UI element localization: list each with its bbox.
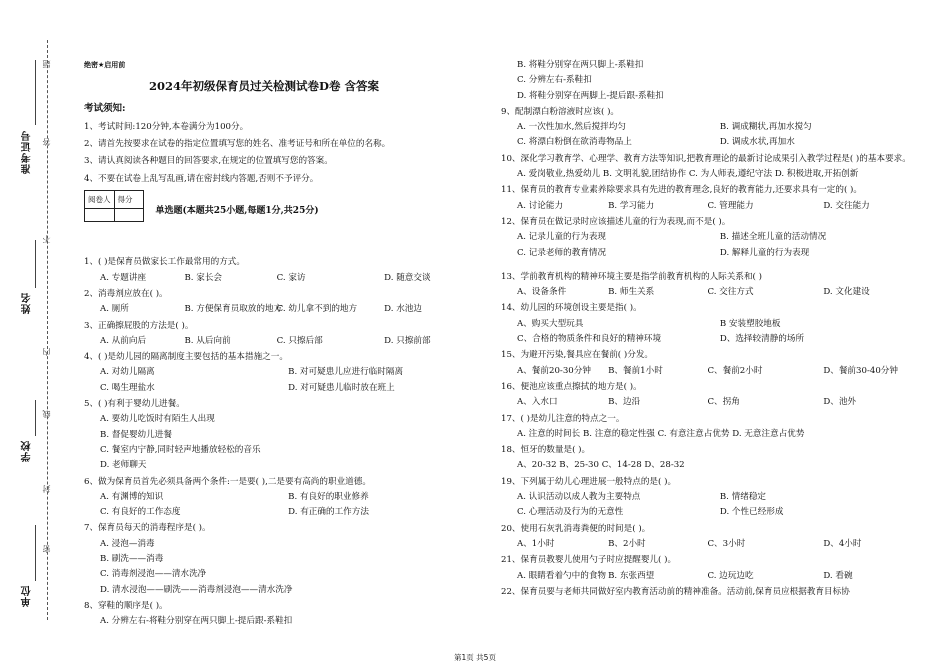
answer-option: A、设备条件 xyxy=(517,287,567,298)
name-label: 姓名 xyxy=(22,292,33,314)
answer-option: C. 餐室内宁静,同时轻声地播放轻松的音乐 xyxy=(100,444,261,455)
answer-option: C、餐前2小时 xyxy=(707,365,763,376)
answer-option: B、餐前1小时 xyxy=(608,365,663,376)
answer-option: D. 个性已经形成 xyxy=(719,507,784,518)
answer-option: C. 幼儿拿不到的地方 xyxy=(276,304,358,315)
seal-marker: 线 xyxy=(42,410,51,418)
option-row xyxy=(84,334,484,349)
answer-option: B. 师生关系 xyxy=(608,287,655,298)
exam-no-blank xyxy=(35,60,36,125)
answer-option: C. 消毒剂浸泡——清水洗净 xyxy=(100,569,207,580)
question-stem: 14、幼儿园的环境创设主要是指( )。 xyxy=(501,303,642,314)
answer-option: D. 清水浸泡——刷洗——消毒剂浸泡——清水洗净 xyxy=(100,584,293,595)
option-row xyxy=(84,271,484,286)
question-stem: 21、保育员教婴儿使用勺子时应提醒婴儿( )。 xyxy=(501,555,677,566)
exam-no-label: 准考证号 xyxy=(22,130,33,174)
answer-option: B. 从后向前 xyxy=(184,335,231,346)
question-stem: 18、恒牙的数量是( )。 xyxy=(501,445,591,456)
answer-option: B 安装塑胶地板 xyxy=(719,318,781,329)
option-row xyxy=(501,364,931,379)
answer-option: C. 只擦后部 xyxy=(276,335,323,346)
question-spacer xyxy=(501,261,931,269)
answer-option: A、购买大型玩具 xyxy=(517,318,584,329)
question-stem: 19、下列属于幼儿心理进展一般特点的是( )。 xyxy=(501,476,677,487)
answer-option: B. 将鞋分别穿在两只脚上-系鞋扣 xyxy=(517,60,644,70)
answer-option: D. 解释儿童的行为表现 xyxy=(719,247,810,258)
unit-label: 单位 xyxy=(22,585,33,607)
question-stem: 13、学前教育机构的精神环境主要是指学前教育机构的人际关系和( ) xyxy=(501,271,762,282)
answer-option: C. 家访 xyxy=(276,272,306,283)
score-section xyxy=(84,190,484,222)
answer-option: A. 讨论能力 xyxy=(517,200,564,211)
answer-option: B. 情绪稳定 xyxy=(719,492,767,503)
answer-option: D、餐前30-40分钟 xyxy=(823,365,898,376)
answer-option: D. 看碗 xyxy=(823,570,853,581)
answer-option: A. 专题讲座 xyxy=(100,272,147,283)
question-stem: 7、保育员每天的消毒程序是( )。 xyxy=(84,523,211,534)
answer-option: C、3小时 xyxy=(707,538,746,549)
option-row xyxy=(501,332,931,347)
answer-option: C. 将漂白粉倒在欲消毒物品上 xyxy=(517,137,632,148)
answer-option: D. 文化建设 xyxy=(823,287,870,298)
answer-option: A. 从前向后 xyxy=(100,335,147,346)
exam-title: 2024年初级保育员过关检测试卷D卷 含答案 xyxy=(149,79,379,94)
answer-option: C. 心理活动及行为的无意性 xyxy=(517,507,624,518)
answer-option: B. 有良好的职业修养 xyxy=(288,491,369,502)
answer-option: B. 督促婴幼儿进餐 xyxy=(100,429,172,440)
answer-option: C. 记录老师的教育情况 xyxy=(517,247,607,258)
score-cell: 得分 xyxy=(114,191,143,209)
option-row xyxy=(84,490,484,505)
school-label: 学校 xyxy=(22,440,33,462)
notice-item: 2、请首先按要求在试卷的指定位置填写您的姓名、准考证号和所在单位的名称。 xyxy=(84,139,391,150)
option-row xyxy=(501,569,931,584)
answer-option: A. 注意的时间长 B. 注意的稳定性强 C. 有意注意占优势 D. 无意注意占优势 xyxy=(517,428,805,439)
option-row xyxy=(84,505,484,520)
answer-option: A、餐前20-30分钟 xyxy=(517,365,591,376)
question-stem: 3、正确擦屁股的方法是( )。 xyxy=(84,320,194,331)
question-stem: 11、保育员的教育专业素养除要求具有先进的教育理念,良好的教育能力,还要求具有一定的( )。 xyxy=(501,185,862,196)
answer-option: C. 喝生理盐水 xyxy=(100,382,155,393)
question-stem: 15、为避开污染,餐具应在餐前( )分发。 xyxy=(501,350,654,361)
option-row xyxy=(501,230,931,245)
notice-item: 1、考试时间:120分钟,本卷满分为100分。 xyxy=(84,121,249,132)
question-stem: 10、深化学习教育学、心理学、教育方法等知识,把教育理论的最新讨论成果引入教学过程是( )的基本要求。 xyxy=(501,153,911,164)
answer-option: B. 对可疑患儿应进行临时隔离 xyxy=(288,367,404,378)
answer-option: A. 认识活动以成人教为主要特点 xyxy=(517,492,641,503)
answer-option: C. 边玩边吃 xyxy=(707,570,754,581)
binding-margin xyxy=(0,0,62,671)
answer-option: D. 交往能力 xyxy=(823,200,870,211)
answer-option: B. 家长会 xyxy=(184,272,223,283)
question-stem: 4、( )是幼儿园的隔离制度主要包括的基本措施之一。 xyxy=(84,352,288,363)
reviewer-blank xyxy=(85,209,115,222)
score-table xyxy=(84,190,144,222)
answer-option: A、入水口 xyxy=(517,397,558,408)
answer-option: A. 有渊博的知识 xyxy=(100,491,164,502)
answer-option: A. 分辨左右-将鞋分别穿在两只脚上-提后跟-系鞋扣 xyxy=(100,616,293,627)
option-row xyxy=(501,246,931,261)
answer-option: B. 调成糊状,再加水搅匀 xyxy=(719,122,812,133)
notice-heading: 考试须知: xyxy=(84,102,126,114)
question-stem: 12、保育员在做记录时应该描述儿童的行为表现,而不是( )。 xyxy=(501,216,731,227)
section-heading: 单选题(本题共25小题,每题1分,共25分) xyxy=(155,206,319,217)
seal-marker: 答 xyxy=(42,138,51,146)
answer-option: A. 眼睛看着勺中的食物 xyxy=(517,570,607,581)
left-column xyxy=(84,58,484,630)
answer-option: C、合格的物质条件和良好的精神环境 xyxy=(517,334,662,345)
right-question-list xyxy=(501,58,931,600)
answer-option: D、选择较清静的场所 xyxy=(719,334,805,345)
question-stem: 8、穿鞋的顺序是( )。 xyxy=(84,600,168,611)
question-stem: 20、使用石灰乳消毒粪便的时间是( )。 xyxy=(501,523,651,534)
option-row xyxy=(501,505,931,520)
answer-option: D、4小时 xyxy=(823,538,862,549)
answer-option: B. 方便保育员取放的地方 xyxy=(184,304,283,315)
answer-option: A. 记录儿童的行为表现 xyxy=(517,232,607,243)
answer-option: C. 管理能力 xyxy=(707,200,754,211)
answer-option: D. 水池边 xyxy=(384,304,422,315)
seal-marker: 封 xyxy=(42,485,51,493)
option-row xyxy=(501,317,931,332)
question-stem: 16、便池应该重点擦拭的地方是( )。 xyxy=(501,381,642,392)
answer-option: A、20-32 B、25-30 C、14-28 D、28-32 xyxy=(517,460,685,471)
school-blank xyxy=(35,400,36,436)
seal-marker: 密 xyxy=(42,545,51,553)
answer-option: D. 调成水状,再加水 xyxy=(719,137,795,148)
option-row xyxy=(84,365,484,380)
option-row xyxy=(501,199,931,214)
answer-option: A. 厕所 xyxy=(100,304,129,315)
answer-option: D. 只擦前部 xyxy=(384,335,431,346)
score-blank xyxy=(114,209,143,222)
option-row xyxy=(84,302,484,317)
secret-mark: 绝密★启用前 xyxy=(84,61,126,69)
left-question-list xyxy=(84,255,484,629)
answer-option: A、1小时 xyxy=(517,538,555,549)
answer-option: B、2小时 xyxy=(608,538,646,549)
seal-marker: 题 xyxy=(42,60,51,68)
option-row xyxy=(501,135,931,150)
answer-option: D. 随意交谈 xyxy=(384,272,431,283)
answer-option: D. 有正确的工作方法 xyxy=(288,507,369,518)
question-stem: 2、消毒剂应放在( )。 xyxy=(84,288,168,299)
answer-option: D、池外 xyxy=(823,397,857,408)
page-footer: 第1页 共5页 xyxy=(454,653,496,662)
answer-option: D. 老师聊天 xyxy=(100,460,147,471)
seal-dashed-line xyxy=(47,40,48,620)
answer-option: B、边沿 xyxy=(608,397,641,408)
option-row xyxy=(84,381,484,396)
notice-item: 4、不要在试卷上乱写乱画,请在密封线内答题,否则不予评分。 xyxy=(84,173,319,184)
notice-item: 3、请认真阅读各种题目的回答要求,在规定的位置填写您的答案。 xyxy=(84,156,333,167)
answer-option: B. 描述全班儿童的活动情况 xyxy=(719,232,827,243)
option-row xyxy=(501,285,931,300)
option-row xyxy=(501,537,931,552)
option-row xyxy=(501,395,931,410)
name-blank xyxy=(35,240,36,288)
answer-option: A. 一次性加水,然后搅拌均匀 xyxy=(517,122,626,133)
answer-option: A. 浸泡—消毒 xyxy=(100,538,155,549)
option-row xyxy=(501,120,931,135)
question-stem: 5、( )有利于婴幼儿进餐。 xyxy=(84,399,185,410)
option-row xyxy=(501,490,931,505)
reviewer-cell: 阅卷人 xyxy=(85,191,115,209)
unit-blank xyxy=(35,525,36,581)
answer-option: B. 学习能力 xyxy=(608,200,655,211)
answer-option: D. 对可疑患儿临时放在班上 xyxy=(288,382,395,393)
answer-option: C. 交往方式 xyxy=(707,287,754,298)
answer-option: C、拐角 xyxy=(707,397,740,408)
question-stem: 22、保育员要与老师共同做好室内教育活动前的精神准备。活动前,保育员应根据教育目标协 xyxy=(501,586,850,597)
seal-marker: 不 xyxy=(42,235,51,243)
answer-option: D. 将鞋分别穿在两脚上-提后跟-系鞋扣 xyxy=(517,90,664,101)
question-stem: 6、做为保育员首先必须具备两个条件:一是要( ),二是要有高尚的职业道德。 xyxy=(84,476,371,487)
answer-option: C. 分辨左右-系鞋扣 xyxy=(517,75,592,86)
answer-option: B. 刷洗——消毒 xyxy=(100,554,164,565)
answer-option: A. 要幼儿吃饭时有陌生人出现 xyxy=(100,414,215,425)
answer-option: A. 爱岗敬业,热爱幼儿 B. 文明礼貌,团结协作 C. 为人师表,遵纪守法 D. 积极进取,开拓创新 xyxy=(517,169,859,180)
answer-option: C. 有良好的工作态度 xyxy=(100,507,181,518)
question-stem: 1、( )是保育员做家长工作最常用的方式。 xyxy=(84,257,245,268)
question-stem: 17、( )是幼儿注意的特点之一。 xyxy=(501,413,625,424)
seal-marker: 内 xyxy=(42,348,51,356)
right-column xyxy=(501,58,931,600)
question-stem: 9、配制漂白粉溶液时应该( )。 xyxy=(501,106,620,117)
answer-option: B. 东张西望 xyxy=(608,570,655,581)
answer-option: A. 对幼儿隔离 xyxy=(100,367,155,378)
